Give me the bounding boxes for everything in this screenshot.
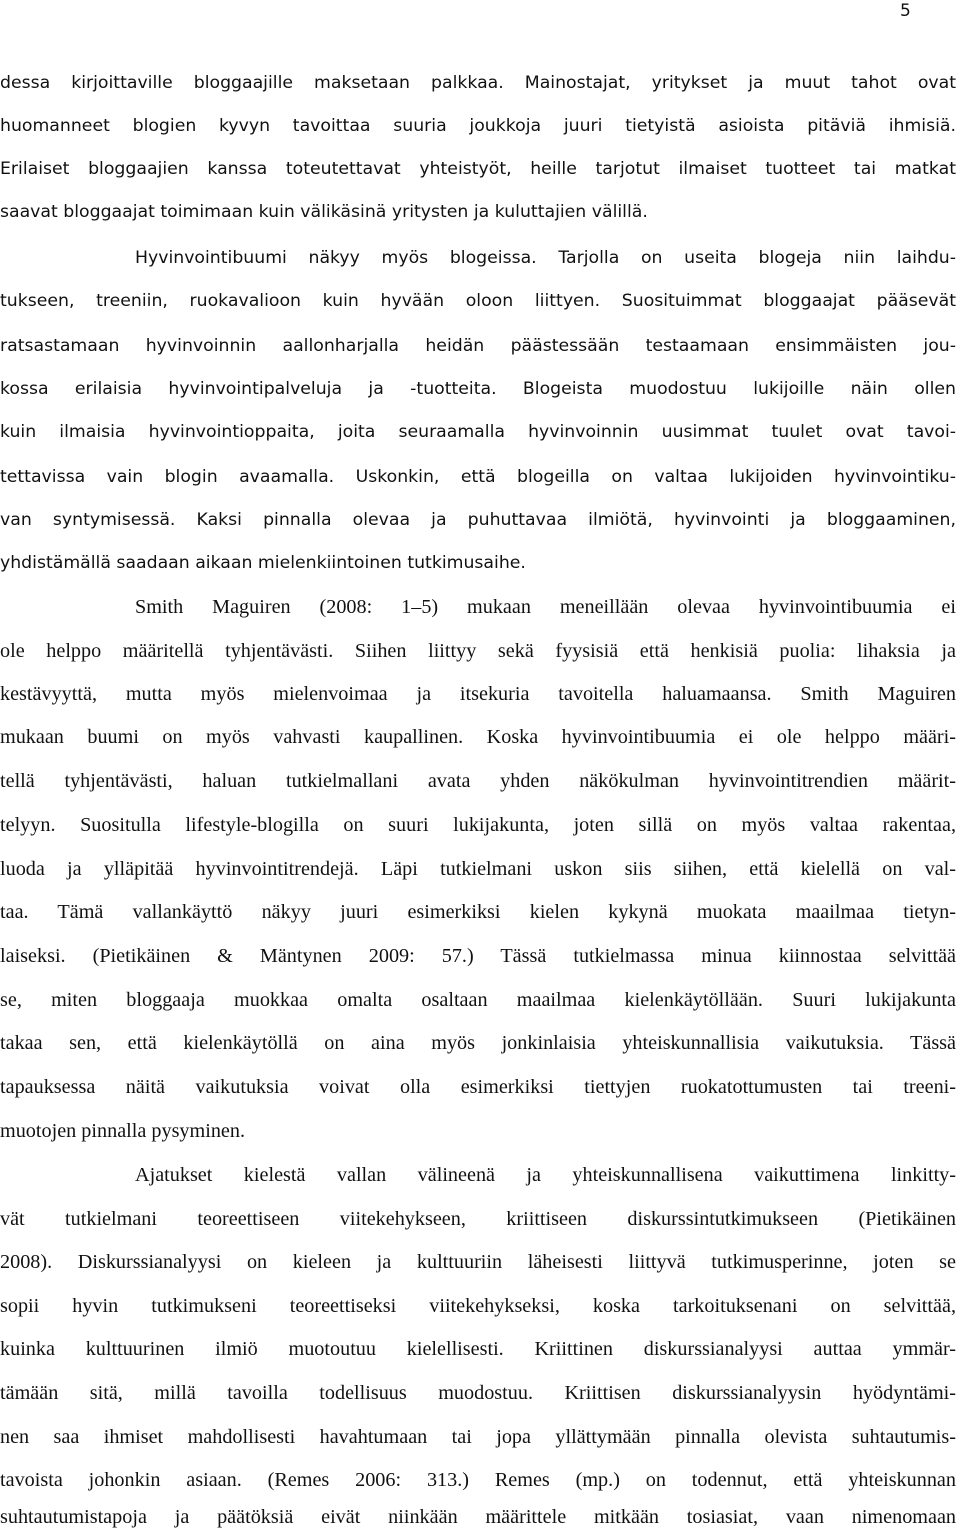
text-line: muotojen pinnalla pysyminen. (0, 1120, 246, 1142)
text-line: kuin ilmaisia hyvinvointioppaita, joita seuraamalla hyvinvoinnin uusimmat tuulet ovat tavoi- (0, 422, 956, 442)
text-line: taa. Tämä vallankäyttö näkyy juuri esimerkiksi kielen kykynä muokata maailmaa tietyn- (0, 901, 956, 923)
text-line: takaa sen, että kielenkäytöllä on aina myös jonkinlaisia yhteiskunnallisia vaikutuksia. Tässä (0, 1032, 956, 1054)
text-line: Erilaiset bloggaajien kanssa toteutettavat yhteistyöt, heille tarjotut ilmaiset tuotteet tai matkat (0, 159, 956, 179)
text-line: tämään sitä, millä tavoilla todellisuus muodostuu. Kriittisen diskurssianalyysin hyödyntämi- (0, 1382, 956, 1404)
text-line: yhdistämällä saadaan aikaan mielenkiintoinen tutkimusaihe. (0, 553, 526, 573)
text-line: ratsastamaan hyvinvoinnin aallonharjalla heidän päästessään testaamaan ensimmäisten jou- (0, 336, 956, 356)
text-line: tapauksessa näitä vaikutuksia voivat olla esimerkiksi tiettyjen ruokatottumusten tai treeni- (0, 1076, 956, 1098)
text-line: kossa erilaisia hyvinvointipalveluja ja -tuotteita. Blogeista muodostuu lukijoille näin ollen (0, 379, 956, 399)
text-line: ole helppo määritellä tyhjentävästi. Siihen liittyy sekä fyysisiä että henkisiä puolia: lihaksia ja (0, 640, 956, 662)
text-line: Ajatukset kielestä vallan välineenä ja yhteiskunnallisena vaikuttimena linkitty- (135, 1164, 956, 1186)
text-line: laiseksi. (Pietikäinen & Mäntynen 2009: 57.) Tässä tutkielmassa minua kiinnostaa selvittää (0, 945, 956, 967)
text-line: telyyn. Suositulla lifestyle-blogilla on suuri lukijakunta, joten sillä on myös valtaa rakentaa, (0, 814, 956, 836)
text-line: vät tutkielmani teoreettiseen viitekehykseen, kriittiseen diskurssintutkimukseen (Pietikäinen (0, 1208, 956, 1230)
text-line: tavoista johonkin asiaan. (Remes 2006: 313.) Remes (mp.) on todennut, että yhteiskunnan (0, 1469, 956, 1491)
text-line: Hyvinvointibuumi näkyy myös blogeissa. Tarjolla on useita blogeja niin laihdu- (135, 248, 956, 268)
text-line: tellä tyhjentävästi, haluan tutkielmallani avata yhden näkökulman hyvinvointitrendien määrit- (0, 770, 956, 792)
text-line: kuinka kulttuurinen ilmiö muotoutuu kielellisesti. Kriittinen diskurssianalyysi auttaa ymmär- (0, 1338, 956, 1360)
text-line: kestävyyttä, mutta myös mielenvoimaa ja itsekuria tavoitella haluamaansa. Smith Maguiren (0, 683, 956, 705)
text-line: 2008). Diskurssianalyysi on kieleen ja kulttuuriin läheisesti liittyvä tutkimusperinne, joten se (0, 1251, 956, 1273)
text-line: luoda ja ylläpitää hyvinvointitrendejä. Läpi tutkielmani uskon siis siihen, että kielellä on val- (0, 858, 956, 880)
text-line: dessa kirjoittaville bloggaajille maksetaan palkkaa. Mainostajat, yritykset ja muut tahot ovat (0, 73, 956, 93)
text-line: sopii hyvin tutkimukseni teoreettiseksi viitekehykseksi, koska tarkoituksenani on selvittää, (0, 1295, 956, 1317)
text-line: huomanneet blogien kyvyn tavoittaa suuria joukkoja juuri tietyistä asioista pitäviä ihmisiä. (0, 116, 956, 136)
page-number: 5 (900, 1, 911, 21)
text-line: tukseen, treeniin, ruokavalioon kuin hyvään oloon liittyen. Suosituimmat bloggaajat pääsevät (0, 291, 956, 311)
text-line: tettavissa vain blogin avaamalla. Uskonkin, että blogeilla on valtaa lukijoiden hyvinvointiku- (0, 467, 956, 487)
text-line: nen saa ihmiset mahdollisesti havahtumaan tai jopa yllättymään pinnalla olevista suhtautumis- (0, 1426, 956, 1448)
text-line: mukaan buumi on myös vahvasti kaupallinen. Koska hyvinvointibuumia ei ole helppo määri- (0, 726, 956, 748)
text-line: se, miten bloggaaja muokkaa omalta osaltaan maailmaa kielenkäytöllään. Suuri lukijakunta (0, 989, 956, 1011)
text-line: suhtautumistapoja ja päätöksiä eivät niinkään määrittele mitkään tosiasiat, vaan nimenomaan (0, 1506, 956, 1528)
text-line: van syntymisessä. Kaksi pinnalla olevaa ja puhuttavaa ilmiötä, hyvinvointi ja bloggaaminen, (0, 510, 956, 530)
text-line: saavat bloggaajat toimimaan kuin välikäsinä yritysten ja kuluttajien välillä. (0, 202, 648, 222)
text-line: Smith Maguiren (2008: 1–5) mukaan meneillään olevaa hyvinvointibuumia ei (135, 596, 956, 618)
